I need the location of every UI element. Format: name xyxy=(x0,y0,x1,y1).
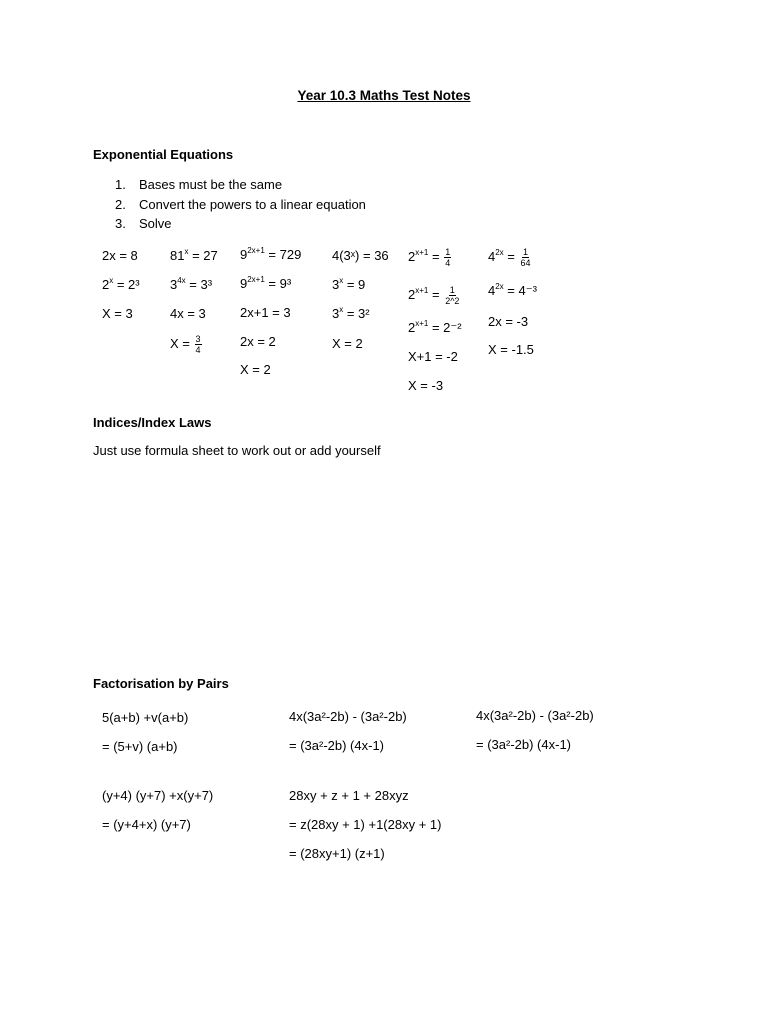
equation-line: $4^{2x} = 4^{-3}$ xyxy=(488,282,537,298)
indices-note: Just use formula sheet to work out or add yourself xyxy=(93,443,381,458)
equation-line: X+1 = -2 xyxy=(408,349,458,364)
equation-line: 2x = 8 xyxy=(102,248,138,263)
equation-line: 2x = 2 xyxy=(240,334,276,349)
equation-line: X = 3 xyxy=(102,306,133,321)
section-heading-factorisation: Factorisation by Pairs xyxy=(93,676,229,691)
equation-line: $81^x = 27$ xyxy=(170,247,218,263)
equation-line: 2x+1 = 3 xyxy=(240,305,291,320)
section-heading-exponential: Exponential Equations xyxy=(93,147,234,162)
equation-line: $4^{2x}$ = $\frac{1}{64}$ xyxy=(488,247,531,268)
equation-line: 5(a+b) +v(a+b) xyxy=(102,710,189,725)
equation-line: X = 2 xyxy=(332,336,363,351)
equation-line: = z(28xy + 1) +1(28xy + 1) xyxy=(289,817,442,832)
steps-list xyxy=(115,175,366,234)
list-item: 3. Solve xyxy=(115,216,172,231)
equation-line: X = 2 xyxy=(240,362,271,377)
equation-line: $2^x = 2^3$ xyxy=(102,276,140,292)
equation-line: $2^{x+1}$ = $\frac{1}{2\^{}2}$ xyxy=(408,285,460,306)
equation-line: 4(3ˣ) = 36 xyxy=(332,248,389,263)
equation-line: 28xy + z + 1 + 28xyz xyxy=(289,788,409,803)
equation-line: 4x(3a²-2b) - (3a²-2b) xyxy=(289,709,407,724)
list-item: 1. Bases must be the same xyxy=(115,177,283,192)
equation-line: $3^x = 9$ xyxy=(332,276,366,292)
equation-line: = (y+4+x) (y+7) xyxy=(102,817,191,832)
equation-line: 2x = -3 xyxy=(488,314,529,329)
equation-line: X = -1.5 xyxy=(488,342,534,357)
equation-line: = (28xy+1) (z+1) xyxy=(289,846,385,861)
equation-line: $2^{x+1} = 2^{-2}$ xyxy=(408,319,462,335)
equation-line: X = $\frac{3}{4}$ xyxy=(170,334,201,355)
equation-line: $2^{x+1}$ = $\frac{1}{4}$ xyxy=(408,247,451,268)
section-heading-indices: Indices/Index Laws xyxy=(93,415,212,430)
equation-line: $3^x = 3^2$ xyxy=(332,305,370,321)
equation-line: (y+4) (y+7) +x(y+7) xyxy=(102,788,214,803)
equation-line: $9^{2x+1} = 9^3$ xyxy=(240,275,292,291)
equation-line: = (5+v) (a+b) xyxy=(102,739,178,754)
equation-line: X = -3 xyxy=(408,378,444,393)
equation-line: $3^{4x} = 3^3$ xyxy=(170,276,213,292)
equation-line: $9^{2x+1} = 729$ xyxy=(240,246,302,262)
list-item: 2. Convert the powers to a linear equation xyxy=(115,196,366,212)
equation-line: 4x = 3 xyxy=(170,306,206,321)
equation-line: = (3a²-2b) (4x-1) xyxy=(476,737,571,752)
equation-line: = (3a²-2b) (4x-1) xyxy=(289,738,384,753)
page-title: Year 10.3 Maths Test Notes xyxy=(297,88,471,103)
equation-line: 4x(3a²-2b) - (3a²-2b) xyxy=(476,708,594,723)
